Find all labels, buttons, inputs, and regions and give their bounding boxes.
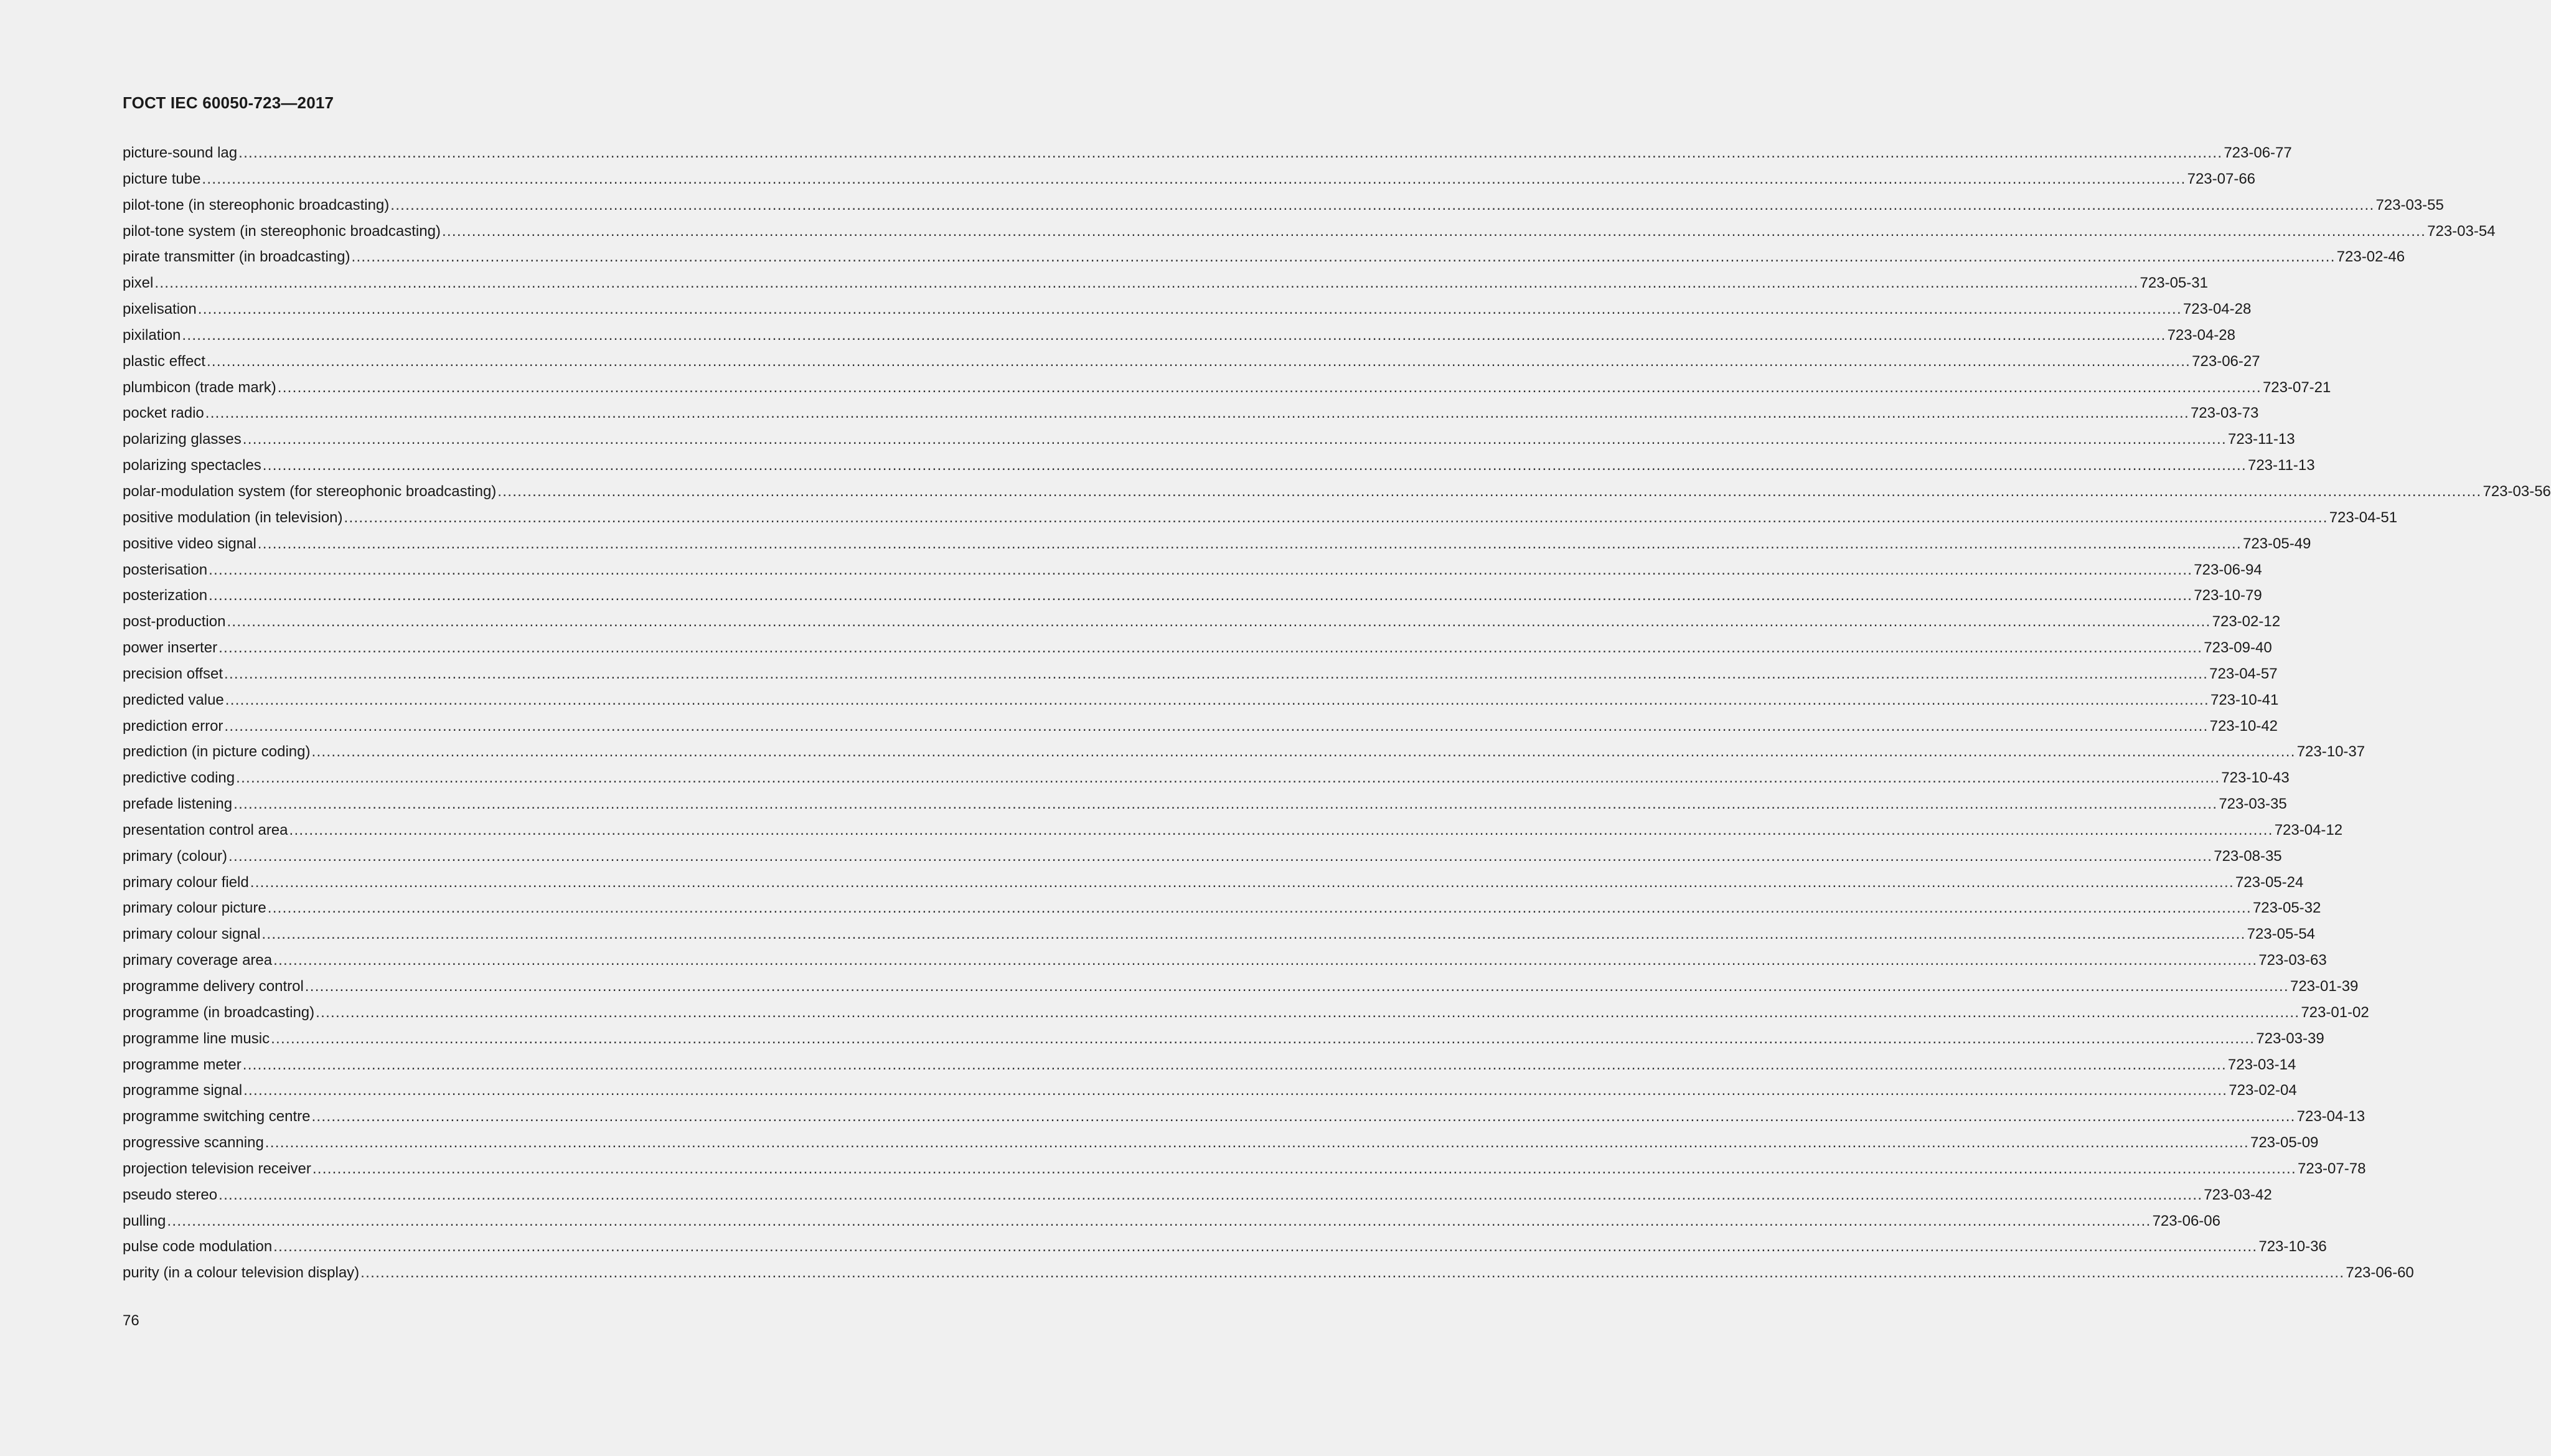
index-term: posterisation (123, 561, 208, 578)
index-reference: 723-08-35 (2214, 847, 2282, 865)
index-term: programme (in broadcasting) (123, 1003, 315, 1021)
index-entry (123, 453, 2315, 479)
index-term: picture-sound lag (123, 144, 238, 161)
dot-leader: ................................................................................................................................................................................................................................................................................................................................................................................................................ (227, 613, 2211, 631)
index-reference: 723-04-28 (2182, 301, 2252, 318)
index-entry (123, 244, 2405, 270)
index-term: positive modulation (in television) (123, 509, 343, 526)
index-reference: 723-10-42 (2209, 717, 2278, 735)
index-entry (123, 1234, 2327, 1260)
index-reference: 723-11-13 (2247, 457, 2315, 474)
index-term: primary colour picture (123, 899, 266, 917)
index-entry (123, 400, 2259, 426)
index-entry (123, 349, 2260, 375)
index-term: presentation control area (123, 821, 288, 838)
index-reference: 723-03-55 (2375, 196, 2444, 214)
index-term: primary (colour) (123, 847, 228, 865)
index-term: plastic effect (123, 352, 205, 370)
index-reference: 723-10-41 (2210, 691, 2279, 708)
index-term: progressive scanning (123, 1134, 264, 1152)
index-reference: 723-02-46 (2336, 248, 2405, 266)
index-reference: 723-03-54 (2427, 222, 2496, 240)
index-reference: 723-04-12 (2274, 821, 2343, 838)
index-reference: 723-05-54 (2247, 926, 2316, 943)
index-entry (123, 791, 2287, 817)
index-term: post-production (123, 613, 226, 631)
index-entry (123, 1260, 2414, 1286)
index-term: pirate transmitter (in broadcasting) (123, 248, 350, 266)
dot-leader: ................................................................................................................................................................................................................................................................................................................................................................................................................ (209, 561, 2193, 578)
index-reference: 723-07-78 (2298, 1160, 2366, 1177)
index-term: pseudo stereo (123, 1186, 218, 1203)
index-entry (123, 817, 2343, 843)
index-entry (123, 583, 2262, 609)
index-entry (123, 1104, 2365, 1130)
index-reference: 723-05-09 (2250, 1134, 2319, 1152)
dot-leader: ................................................................................................................................................................................................................................................................................................................................................................................................................ (311, 743, 2296, 761)
index-term: power inserter (123, 639, 218, 657)
index-entry (123, 713, 2278, 740)
index-reference: 723-05-31 (2140, 275, 2208, 292)
dot-leader: ................................................................................................................................................................................................................................................................................................................................................................................................................ (228, 847, 2213, 865)
index-term: pixel (123, 275, 154, 292)
index-term: primary coverage area (123, 952, 273, 969)
index-term: programme meter (123, 1056, 242, 1073)
index-reference: 723-03-14 (2227, 1056, 2296, 1073)
index-reference: 723-06-06 (2152, 1212, 2220, 1229)
index-entry (123, 166, 2256, 192)
index-entry (123, 843, 2282, 870)
index-entry (123, 140, 2292, 166)
index-reference: 723-09-40 (2204, 639, 2272, 657)
index-entry (123, 192, 2444, 218)
index-reference: 723-10-79 (2194, 587, 2262, 604)
index-term: primary colour field (123, 873, 249, 891)
index-entry (123, 609, 2281, 635)
index-reference: 723-03-56 (2483, 482, 2551, 500)
index-reference: 723-04-51 (2329, 509, 2398, 526)
index-term: prediction error (123, 717, 223, 735)
index-reference: 723-05-24 (2235, 873, 2304, 891)
page-header-title: ГОСТ IEC 60050-723—2017 (123, 93, 334, 112)
index-term: polarizing spectacles (123, 457, 261, 474)
dot-leader: ................................................................................................................................................................................................................................................................................................................................................................................................................ (238, 144, 2223, 161)
index-reference: 723-10-37 (2296, 743, 2365, 761)
dot-leader: ................................................................................................................................................................................................................................................................................................................................................................................................................ (250, 873, 2234, 891)
index-entry (123, 947, 2327, 974)
dot-leader: ................................................................................................................................................................................................................................................................................................................................................................................................................ (267, 899, 2252, 917)
index-list (123, 140, 2551, 1286)
dot-leader: ................................................................................................................................................................................................................................................................................................................................................................................................................ (209, 587, 2193, 604)
dot-leader: ................................................................................................................................................................................................................................................................................................................................................................................................................ (236, 769, 2220, 787)
index-entry (123, 270, 2208, 296)
index-reference: 723-03-42 (2204, 1186, 2272, 1203)
index-term: posterization (123, 587, 208, 604)
index-entry (123, 1182, 2272, 1208)
index-reference: 723-02-12 (2212, 613, 2281, 631)
index-entry (123, 1156, 2366, 1182)
index-term: positive video signal (123, 535, 256, 552)
index-entry (123, 426, 2295, 453)
index-term: precision offset (123, 665, 223, 682)
index-entry (123, 479, 2551, 505)
dot-leader: ................................................................................................................................................................................................................................................................................................................................................................................................................ (242, 1056, 2227, 1073)
index-reference: 723-06-77 (2224, 144, 2292, 161)
index-term: pixilation (123, 326, 181, 344)
index-entry (123, 1130, 2319, 1156)
index-entry (123, 322, 2235, 349)
index-entry (123, 218, 2496, 245)
index-reference: 723-07-21 (2262, 378, 2331, 396)
index-entry (123, 661, 2278, 687)
index-reference: 723-03-39 (2256, 1030, 2324, 1047)
index-term: primary colour signal (123, 926, 261, 943)
index-reference: 723-06-60 (2346, 1264, 2414, 1282)
index-reference: 723-11-13 (2227, 431, 2295, 448)
dot-leader: ................................................................................................................................................................................................................................................................................................................................................................................................................ (243, 1082, 2228, 1099)
index-entry (123, 687, 2279, 713)
dot-leader: ................................................................................................................................................................................................................................................................................................................................................................................................................ (242, 431, 2227, 448)
dot-leader: ................................................................................................................................................................................................................................................................................................................................................................................................................ (261, 926, 2246, 943)
index-reference: 723-10-43 (2221, 769, 2290, 787)
index-term: pocket radio (123, 405, 204, 422)
index-reference: 723-07-66 (2187, 170, 2256, 187)
index-entry (123, 505, 2398, 531)
index-reference: 723-03-63 (2258, 952, 2327, 969)
dot-leader: ................................................................................................................................................................................................................................................................................................................................................................................................................ (262, 457, 2247, 474)
index-term: pilot-tone system (in stereophonic broadcasting) (123, 222, 441, 240)
index-reference: 723-06-94 (2194, 561, 2262, 578)
index-entry (123, 870, 2304, 896)
dot-leader: ................................................................................................................................................................................................................................................................................................................................................................................................................ (289, 821, 2273, 838)
index-entry (123, 557, 2262, 583)
dot-leader: ................................................................................................................................................................................................................................................................................................................................................................................................................ (202, 170, 2186, 187)
dot-leader: ................................................................................................................................................................................................................................................................................................................................................................................................................ (273, 952, 2258, 969)
dot-leader: ................................................................................................................................................................................................................................................................................................................................................................................................................ (233, 796, 2218, 813)
dot-leader: ................................................................................................................................................................................................................................................................................................................................................................................................................ (218, 1186, 2203, 1203)
index-term: pixelisation (123, 301, 197, 318)
index-entry (123, 974, 2359, 1000)
index-entry (123, 739, 2365, 765)
index-reference: 723-05-32 (2252, 899, 2321, 917)
index-reference: 723-05-49 (2242, 535, 2311, 552)
index-term: prediction (in picture coding) (123, 743, 311, 761)
dot-leader: ................................................................................................................................................................................................................................................................................................................................................................................................................ (390, 196, 2375, 214)
dot-leader: ................................................................................................................................................................................................................................................................................................................................................................................................................ (154, 275, 2139, 292)
index-entry (123, 1000, 2369, 1026)
dot-leader: ................................................................................................................................................................................................................................................................................................................................................................................................................ (224, 717, 2209, 735)
index-entry (123, 1052, 2296, 1078)
index-term: prefade listening (123, 796, 233, 813)
dot-leader: ................................................................................................................................................................................................................................................................................................................................................................................................................ (206, 352, 2191, 370)
index-term: projection television receiver (123, 1160, 311, 1177)
dot-leader: ................................................................................................................................................................................................................................................................................................................................................................................................................ (312, 1160, 2296, 1177)
dot-leader: ................................................................................................................................................................................................................................................................................................................................................................................................................ (182, 326, 2166, 344)
index-entry (123, 921, 2316, 947)
dot-leader: ................................................................................................................................................................................................................................................................................................................................................................................................................ (441, 222, 2427, 240)
dot-leader: ................................................................................................................................................................................................................................................................................................................................................................................................................ (271, 1030, 2255, 1047)
index-reference: 723-01-02 (2301, 1003, 2369, 1021)
index-reference: 723-06-27 (2192, 352, 2260, 370)
index-reference: 723-03-73 (2190, 405, 2259, 422)
index-entry (123, 1078, 2297, 1104)
index-entry (123, 765, 2290, 791)
index-term: programme switching centre (123, 1108, 311, 1125)
dot-leader: ................................................................................................................................................................................................................................................................................................................................................................................................................ (273, 1238, 2258, 1256)
dot-leader: ................................................................................................................................................................................................................................................................................................................................................................................................................ (360, 1264, 2345, 1282)
index-reference: 723-10-36 (2258, 1238, 2327, 1256)
index-term: predicted value (123, 691, 224, 708)
dot-leader: ................................................................................................................................................................................................................................................................................................................................................................................................................ (311, 1108, 2296, 1125)
dot-leader: ................................................................................................................................................................................................................................................................................................................................................................................................................ (316, 1003, 2300, 1021)
index-reference: 723-01-39 (2290, 978, 2359, 995)
dot-leader: ................................................................................................................................................................................................................................................................................................................................................................................................................ (277, 378, 2262, 396)
index-entry (123, 1026, 2324, 1052)
dot-leader: ................................................................................................................................................................................................................................................................................................................................................................................................................ (225, 691, 2209, 708)
index-term: polar-modulation system (for stereophonic broadcasting) (123, 482, 497, 500)
index-reference: 723-03-35 (2219, 796, 2287, 813)
index-term: programme signal (123, 1082, 243, 1099)
dot-leader: ................................................................................................................................................................................................................................................................................................................................................................................................................ (497, 482, 2482, 500)
dot-leader: ................................................................................................................................................................................................................................................................................................................................................................................................................ (223, 665, 2209, 682)
dot-leader: ................................................................................................................................................................................................................................................................................................................................................................................................................ (344, 509, 2328, 526)
index-term: picture tube (123, 170, 201, 187)
index-term: pilot-tone (in stereophonic broadcasting) (123, 196, 390, 214)
index-reference: 723-02-04 (2229, 1082, 2297, 1099)
index-term: purity (in a colour television display) (123, 1264, 360, 1282)
dot-leader: ................................................................................................................................................................................................................................................................................................................................................................................................................ (351, 248, 2336, 266)
index-entry (123, 296, 2252, 322)
dot-leader: ................................................................................................................................................................................................................................................................................................................................................................................................................ (265, 1134, 2249, 1152)
index-reference: 723-04-28 (2167, 326, 2235, 344)
index-reference: 723-04-13 (2296, 1108, 2365, 1125)
index-term: pulse code modulation (123, 1238, 273, 1256)
index-term: plumbicon (trade mark) (123, 378, 276, 396)
index-term: predictive coding (123, 769, 235, 787)
dot-leader: ................................................................................................................................................................................................................................................................................................................................................................................................................ (257, 535, 2242, 552)
index-entry (123, 895, 2321, 921)
dot-leader: ................................................................................................................................................................................................................................................................................................................................................................................................................ (218, 639, 2203, 657)
index-term: polarizing glasses (123, 431, 242, 448)
dot-leader: ................................................................................................................................................................................................................................................................................................................................................................................................................ (205, 405, 2189, 422)
dot-leader: ................................................................................................................................................................................................................................................................................................................................................................................................................ (167, 1212, 2151, 1229)
dot-leader: ................................................................................................................................................................................................................................................................................................................................................................................................................ (304, 978, 2289, 995)
index-entry (123, 635, 2272, 661)
dot-leader: ................................................................................................................................................................................................................................................................................................................................................................................................................ (197, 301, 2182, 318)
index-term: programme line music (123, 1030, 270, 1047)
index-term: pulling (123, 1212, 166, 1229)
index-entry (123, 375, 2331, 401)
index-entry (123, 1208, 2220, 1234)
index-entry (123, 531, 2311, 557)
index-term: programme delivery control (123, 978, 304, 995)
index-reference: 723-04-57 (2209, 665, 2278, 682)
page-number: 76 (123, 1312, 139, 1329)
